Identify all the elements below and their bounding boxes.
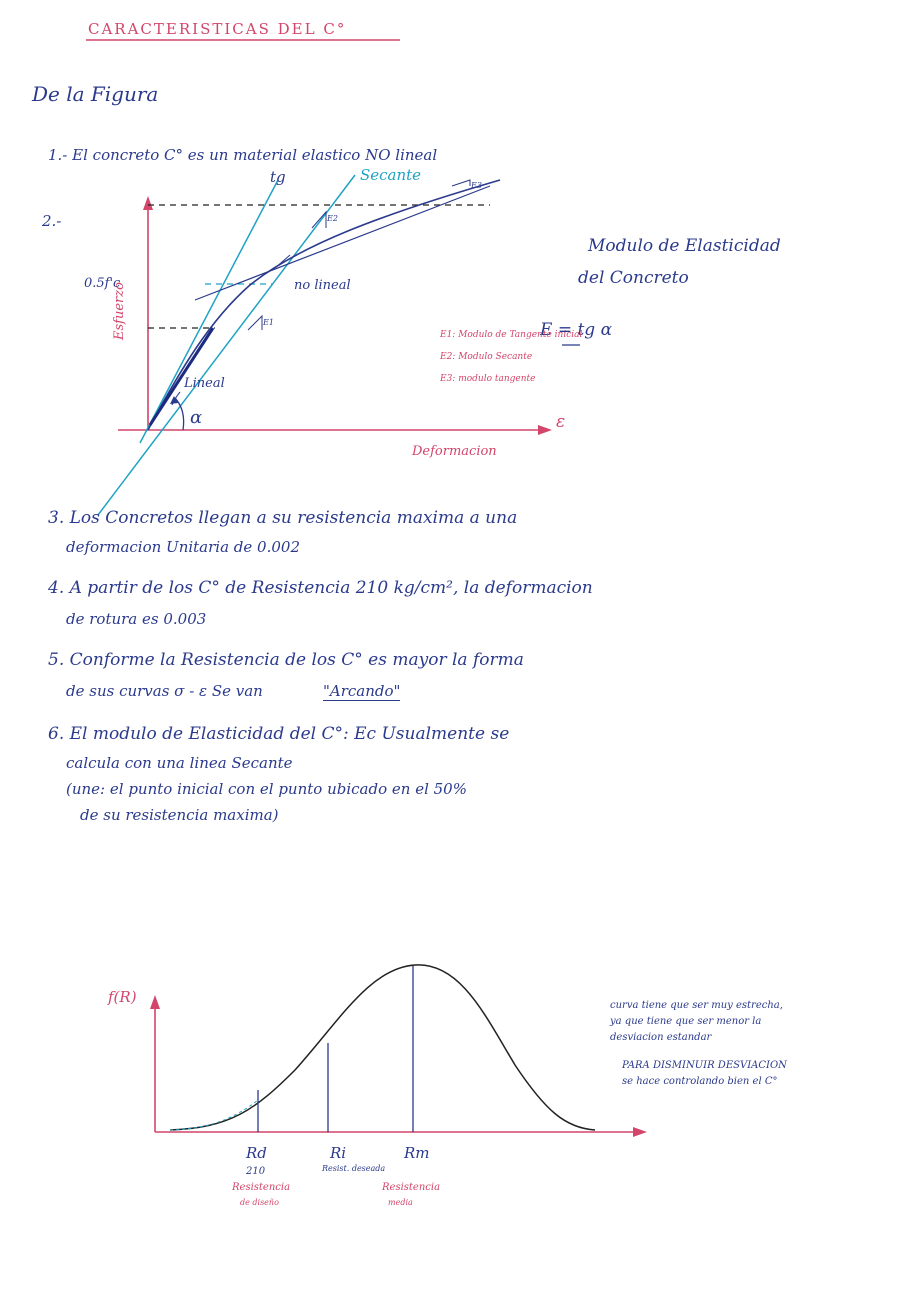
e2-label: E2 bbox=[327, 214, 338, 223]
note-line-4: PARA DISMINUIR DESVIACION bbox=[622, 1060, 787, 1071]
item-5-line-2a: de sus curvas σ - ε Se van bbox=[66, 682, 263, 700]
item-2-number: 2.- bbox=[42, 212, 62, 230]
item-6-line-2: calcula con una linea Secante bbox=[66, 754, 293, 772]
rm-label: Rm bbox=[404, 1144, 430, 1162]
note-line-5: se hace controlando bien el C° bbox=[622, 1076, 778, 1087]
item-5-line-1: 5. Conforme la Resistencia de los C° es mayor la forma bbox=[48, 650, 524, 670]
item-4-line-1: 4. A partir de los C° de Resistencia 210 kg/cm², la deformacion bbox=[48, 578, 593, 598]
rd-sub-1: 210 bbox=[246, 1166, 266, 1177]
item-3-line-2: deformacion Unitaria de 0.002 bbox=[66, 538, 300, 556]
tangent-label: tg bbox=[270, 168, 286, 186]
item-6-line-3: (une: el punto inicial con el punto ubicado en el 50% bbox=[66, 780, 467, 798]
stress-strain-axes bbox=[118, 196, 552, 435]
legend-e3: E3: modulo tangente bbox=[440, 374, 536, 384]
linear-label: Lineal bbox=[184, 376, 225, 391]
legend-e1: E1: Modulo de Tangente inicial bbox=[440, 330, 583, 340]
x-axis-symbol: ε bbox=[556, 412, 566, 432]
secant-label: Secante bbox=[360, 166, 422, 184]
formula: E = tg α bbox=[540, 320, 613, 340]
modulo-title-1: Modulo de Elasticidad bbox=[588, 236, 781, 256]
item-3-line-1: 3. Los Concretos llegan a su resistencia maxima a una bbox=[48, 508, 518, 528]
note-line-1: curva tiene que ser muy estrecha, bbox=[610, 1000, 783, 1011]
fr-axis-label: f(R) bbox=[108, 988, 137, 1006]
item-6-line-4: de su resistencia maxima) bbox=[80, 806, 279, 824]
x-axis-label: Deformacion bbox=[412, 444, 497, 459]
item-5-line-2b: "Arcando" bbox=[323, 682, 401, 700]
e1-label: E1 bbox=[263, 318, 274, 327]
distribution-axes bbox=[150, 995, 647, 1137]
item-1: 1.- El concreto C° es un material elastico NO lineal bbox=[48, 146, 438, 164]
item-6-line-1: 6. El modulo de Elasticidad del C°: Ec Usualmente se bbox=[48, 724, 510, 744]
legend-e2: E2: Modulo Secante bbox=[440, 352, 533, 362]
note-line-2: ya que tiene que ser menor la bbox=[610, 1016, 762, 1027]
rm-sub-1: Resistencia bbox=[382, 1182, 441, 1193]
modulo-title-2: del Concreto bbox=[578, 268, 689, 288]
rd-sub-2: Resistencia bbox=[232, 1182, 291, 1193]
alpha-label: α bbox=[190, 407, 203, 428]
e3-label: E3 bbox=[471, 181, 482, 190]
ri-label: Ri bbox=[330, 1144, 347, 1162]
note-line-3: desviacion estandar bbox=[610, 1032, 712, 1043]
item-4-line-2: de rotura es 0.003 bbox=[66, 610, 207, 628]
page-title: CARACTERISTICAS DEL C° bbox=[88, 20, 347, 38]
rm-sub-2: media bbox=[388, 1198, 413, 1207]
rd-sub-3: de diseño bbox=[240, 1198, 279, 1207]
ri-sub: Resist. deseada bbox=[322, 1164, 386, 1173]
rd-label: Rd bbox=[246, 1144, 267, 1162]
nonlinear-label: no lineal bbox=[294, 278, 351, 293]
half-fc-label: 0.5f'c bbox=[84, 276, 121, 291]
intro-text: De la Figura bbox=[32, 82, 159, 106]
y-axis-label: Esfuerzo bbox=[112, 282, 127, 340]
